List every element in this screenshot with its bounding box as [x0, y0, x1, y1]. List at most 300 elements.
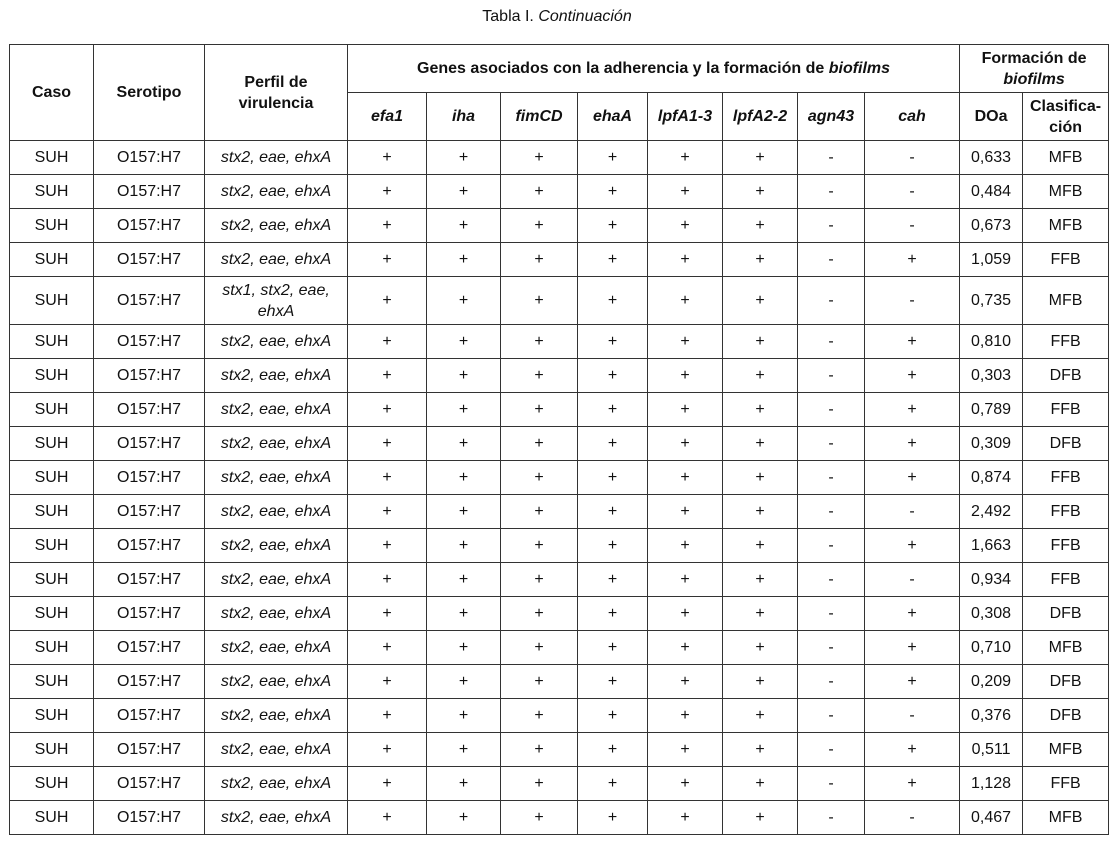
cell-doa: 1,128: [960, 767, 1023, 801]
cell-serotipo: O157:H7: [94, 767, 205, 801]
cell-perfil: stx2, eae, ehxA: [205, 209, 348, 243]
cell-gene-lpfa1-3: +: [648, 699, 723, 733]
cell-gene-efa1: +: [348, 141, 427, 175]
table-row: [10, 563, 1109, 597]
cell-gene-cah: +: [865, 393, 960, 427]
cell-clasificacion: DFB: [1023, 699, 1109, 733]
table-row: [10, 393, 1109, 427]
cell-gene-iha: +: [427, 277, 501, 325]
cell-gene-cah: +: [865, 359, 960, 393]
cell-gene-efa1: +: [348, 563, 427, 597]
cell-gene-efa1: +: [348, 767, 427, 801]
cell-gene-lpfa2-2: +: [723, 631, 798, 665]
cell-gene-cah: -: [865, 141, 960, 175]
cell-gene-agn43: -: [798, 529, 865, 563]
cell-gene-fimcd: +: [501, 563, 578, 597]
table-row: [10, 175, 1109, 209]
cell-gene-efa1: +: [348, 597, 427, 631]
cell-caso: SUH: [10, 393, 94, 427]
cell-gene-lpfa2-2: +: [723, 733, 798, 767]
header-genes-group: [348, 45, 960, 93]
table-row: [10, 277, 1109, 325]
cell-gene-agn43: -: [798, 175, 865, 209]
cell-gene-fimcd: +: [501, 699, 578, 733]
header-perfil: Perfil de virulencia: [205, 45, 348, 141]
cell-clasificacion: MFB: [1023, 141, 1109, 175]
cell-clasificacion: FFB: [1023, 563, 1109, 597]
cell-caso: SUH: [10, 141, 94, 175]
header-gene-fimcd: fimCD: [501, 93, 578, 141]
cell-gene-lpfa2-2: +: [723, 175, 798, 209]
cell-gene-iha: +: [427, 209, 501, 243]
cell-clasificacion: DFB: [1023, 665, 1109, 699]
cell-gene-agn43: -: [798, 243, 865, 277]
cell-gene-ehaa: +: [578, 631, 648, 665]
cell-serotipo: O157:H7: [94, 631, 205, 665]
cell-clasificacion: MFB: [1023, 801, 1109, 835]
cell-gene-ehaa: +: [578, 243, 648, 277]
cell-gene-lpfa2-2: +: [723, 243, 798, 277]
cell-gene-fimcd: +: [501, 767, 578, 801]
cell-gene-lpfa1-3: +: [648, 427, 723, 461]
cell-gene-agn43: -: [798, 209, 865, 243]
cell-gene-efa1: +: [348, 209, 427, 243]
caption-prefix: Tabla I.: [482, 8, 539, 25]
cell-clasificacion: FFB: [1023, 461, 1109, 495]
cell-doa: 1,059: [960, 243, 1023, 277]
cell-gene-cah: -: [865, 563, 960, 597]
cell-gene-cah: +: [865, 733, 960, 767]
cell-gene-lpfa1-3: +: [648, 175, 723, 209]
cell-serotipo: O157:H7: [94, 427, 205, 461]
cell-gene-ehaa: +: [578, 495, 648, 529]
cell-doa: 0,874: [960, 461, 1023, 495]
cell-gene-ehaa: +: [578, 325, 648, 359]
cell-caso: SUH: [10, 461, 94, 495]
cell-gene-cah: -: [865, 699, 960, 733]
cell-clasificacion: FFB: [1023, 393, 1109, 427]
cell-gene-ehaa: +: [578, 665, 648, 699]
cell-gene-efa1: +: [348, 665, 427, 699]
cell-gene-efa1: +: [348, 461, 427, 495]
cell-doa: 0,511: [960, 733, 1023, 767]
header-clasificacion: Clasifica-ción: [1023, 93, 1109, 141]
cell-serotipo: O157:H7: [94, 243, 205, 277]
cell-gene-lpfa2-2: +: [723, 209, 798, 243]
cell-gene-fimcd: +: [501, 175, 578, 209]
cell-gene-lpfa1-3: +: [648, 243, 723, 277]
cell-serotipo: O157:H7: [94, 563, 205, 597]
table-row: [10, 767, 1109, 801]
cell-gene-ehaa: +: [578, 141, 648, 175]
cell-gene-agn43: -: [798, 767, 865, 801]
cell-gene-efa1: +: [348, 495, 427, 529]
cell-gene-iha: +: [427, 325, 501, 359]
cell-gene-iha: +: [427, 597, 501, 631]
cell-gene-cah: -: [865, 175, 960, 209]
cell-gene-efa1: +: [348, 427, 427, 461]
cell-gene-lpfa1-3: +: [648, 733, 723, 767]
cell-clasificacion: FFB: [1023, 767, 1109, 801]
cell-serotipo: O157:H7: [94, 597, 205, 631]
cell-gene-efa1: +: [348, 325, 427, 359]
cell-gene-fimcd: +: [501, 141, 578, 175]
cell-gene-agn43: -: [798, 563, 865, 597]
cell-gene-lpfa1-3: +: [648, 393, 723, 427]
cell-gene-lpfa2-2: +: [723, 393, 798, 427]
cell-serotipo: O157:H7: [94, 393, 205, 427]
cell-gene-agn43: -: [798, 141, 865, 175]
cell-gene-iha: +: [427, 359, 501, 393]
cell-gene-cah: +: [865, 461, 960, 495]
cell-caso: SUH: [10, 733, 94, 767]
cell-serotipo: O157:H7: [94, 699, 205, 733]
cell-serotipo: O157:H7: [94, 141, 205, 175]
cell-perfil: stx2, eae, ehxA: [205, 325, 348, 359]
cell-clasificacion: DFB: [1023, 359, 1109, 393]
header-gene-agn43: agn43: [798, 93, 865, 141]
cell-gene-lpfa1-3: +: [648, 141, 723, 175]
cell-gene-iha: +: [427, 733, 501, 767]
cell-gene-lpfa2-2: +: [723, 529, 798, 563]
cell-caso: SUH: [10, 529, 94, 563]
cell-perfil: stx2, eae, ehxA: [205, 699, 348, 733]
cell-gene-ehaa: +: [578, 563, 648, 597]
table-row: [10, 461, 1109, 495]
cell-gene-fimcd: +: [501, 427, 578, 461]
cell-clasificacion: DFB: [1023, 427, 1109, 461]
cell-perfil: stx2, eae, ehxA: [205, 529, 348, 563]
table-row: [10, 141, 1109, 175]
cell-doa: 0,710: [960, 631, 1023, 665]
cell-gene-lpfa1-3: +: [648, 495, 723, 529]
cell-doa: 0,303: [960, 359, 1023, 393]
cell-doa: 0,735: [960, 277, 1023, 325]
cell-gene-lpfa1-3: +: [648, 665, 723, 699]
cell-gene-ehaa: +: [578, 393, 648, 427]
table-row: [10, 209, 1109, 243]
cell-gene-lpfa2-2: +: [723, 495, 798, 529]
cell-clasificacion: MFB: [1023, 209, 1109, 243]
cell-perfil: stx2, eae, ehxA: [205, 767, 348, 801]
cell-clasificacion: MFB: [1023, 733, 1109, 767]
cell-gene-efa1: +: [348, 801, 427, 835]
cell-gene-iha: +: [427, 529, 501, 563]
cell-caso: SUH: [10, 801, 94, 835]
cell-gene-ehaa: +: [578, 175, 648, 209]
table-row: [10, 325, 1109, 359]
cell-gene-lpfa2-2: +: [723, 427, 798, 461]
cell-gene-lpfa1-3: +: [648, 801, 723, 835]
cell-gene-iha: +: [427, 801, 501, 835]
cell-gene-lpfa2-2: +: [723, 699, 798, 733]
cell-gene-iha: +: [427, 631, 501, 665]
cell-perfil: stx2, eae, ehxA: [205, 175, 348, 209]
genes-group-italic: biofilms: [828, 60, 891, 77]
cell-gene-efa1: +: [348, 243, 427, 277]
cell-perfil: stx2, eae, ehxA: [205, 801, 348, 835]
cell-gene-cah: -: [865, 209, 960, 243]
table-row: [10, 495, 1109, 529]
cell-gene-lpfa1-3: +: [648, 359, 723, 393]
data-table: [9, 44, 1109, 835]
cell-gene-iha: +: [427, 141, 501, 175]
table-row: [10, 665, 1109, 699]
cell-perfil: stx2, eae, ehxA: [205, 393, 348, 427]
cell-gene-ehaa: +: [578, 529, 648, 563]
cell-gene-agn43: -: [798, 699, 865, 733]
header-gene-iha: iha: [427, 93, 501, 141]
cell-caso: SUH: [10, 699, 94, 733]
cell-gene-ehaa: +: [578, 733, 648, 767]
cell-gene-iha: +: [427, 495, 501, 529]
cell-serotipo: O157:H7: [94, 461, 205, 495]
cell-gene-ehaa: +: [578, 597, 648, 631]
cell-perfil: stx2, eae, ehxA: [205, 461, 348, 495]
cell-gene-lpfa2-2: +: [723, 277, 798, 325]
cell-perfil: stx2, eae, ehxA: [205, 563, 348, 597]
cell-gene-lpfa1-3: +: [648, 631, 723, 665]
formacion-italic: biofilms: [1003, 70, 1065, 88]
cell-gene-efa1: +: [348, 631, 427, 665]
cell-caso: SUH: [10, 665, 94, 699]
cell-gene-agn43: -: [798, 359, 865, 393]
cell-perfil: stx2, eae, ehxA: [205, 733, 348, 767]
cell-gene-lpfa1-3: +: [648, 277, 723, 325]
cell-gene-cah: +: [865, 767, 960, 801]
cell-caso: SUH: [10, 427, 94, 461]
cell-gene-agn43: -: [798, 733, 865, 767]
cell-gene-cah: +: [865, 631, 960, 665]
cell-gene-fimcd: +: [501, 529, 578, 563]
cell-clasificacion: FFB: [1023, 325, 1109, 359]
cell-doa: 2,492: [960, 495, 1023, 529]
cell-gene-fimcd: +: [501, 801, 578, 835]
cell-gene-cah: -: [865, 495, 960, 529]
cell-gene-ehaa: +: [578, 209, 648, 243]
formacion-prefix: Formación de: [981, 49, 1087, 67]
cell-gene-fimcd: +: [501, 597, 578, 631]
cell-clasificacion: MFB: [1023, 631, 1109, 665]
cell-caso: SUH: [10, 767, 94, 801]
cell-serotipo: O157:H7: [94, 325, 205, 359]
cell-gene-lpfa2-2: +: [723, 325, 798, 359]
cell-perfil: stx2, eae, ehxA: [205, 597, 348, 631]
cell-doa: 0,633: [960, 141, 1023, 175]
header-gene-cah: cah: [865, 93, 960, 141]
cell-doa: 0,789: [960, 393, 1023, 427]
cell-doa: 0,308: [960, 597, 1023, 631]
cell-doa: 0,673: [960, 209, 1023, 243]
cell-gene-agn43: -: [798, 427, 865, 461]
cell-gene-lpfa2-2: +: [723, 597, 798, 631]
cell-caso: SUH: [10, 243, 94, 277]
cell-perfil: stx1, stx2, eae, ehxA: [205, 277, 348, 325]
cell-gene-agn43: -: [798, 325, 865, 359]
cell-perfil: stx2, eae, ehxA: [205, 141, 348, 175]
cell-doa: 1,663: [960, 529, 1023, 563]
cell-gene-fimcd: +: [501, 325, 578, 359]
cell-gene-lpfa2-2: +: [723, 665, 798, 699]
genes-group-prefix: Genes asociados con la adherencia y la formación de: [417, 60, 829, 77]
cell-gene-lpfa2-2: +: [723, 359, 798, 393]
header-gene-lpfa2-2: lpfA2-2: [723, 93, 798, 141]
cell-serotipo: O157:H7: [94, 209, 205, 243]
cell-gene-iha: +: [427, 767, 501, 801]
cell-doa: 0,810: [960, 325, 1023, 359]
cell-gene-iha: +: [427, 393, 501, 427]
cell-caso: SUH: [10, 325, 94, 359]
table-row: [10, 529, 1109, 563]
header-gene-efa1: efa1: [348, 93, 427, 141]
cell-serotipo: O157:H7: [94, 801, 205, 835]
cell-gene-iha: +: [427, 665, 501, 699]
cell-gene-iha: +: [427, 427, 501, 461]
cell-clasificacion: MFB: [1023, 175, 1109, 209]
cell-clasificacion: FFB: [1023, 243, 1109, 277]
cell-gene-cah: -: [865, 801, 960, 835]
header-gene-lpfa1-3: lpfA1-3: [648, 93, 723, 141]
cell-gene-lpfa2-2: +: [723, 461, 798, 495]
cell-gene-efa1: +: [348, 175, 427, 209]
cell-gene-cah: +: [865, 665, 960, 699]
cell-gene-agn43: -: [798, 277, 865, 325]
cell-gene-lpfa1-3: +: [648, 767, 723, 801]
cell-perfil: stx2, eae, ehxA: [205, 665, 348, 699]
table-row: [10, 699, 1109, 733]
cell-gene-iha: +: [427, 243, 501, 277]
cell-serotipo: O157:H7: [94, 495, 205, 529]
cell-gene-ehaa: +: [578, 427, 648, 461]
table-row: [10, 801, 1109, 835]
cell-serotipo: O157:H7: [94, 277, 205, 325]
cell-gene-agn43: -: [798, 801, 865, 835]
cell-perfil: stx2, eae, ehxA: [205, 495, 348, 529]
cell-caso: SUH: [10, 209, 94, 243]
cell-gene-efa1: +: [348, 359, 427, 393]
cell-gene-agn43: -: [798, 393, 865, 427]
cell-gene-ehaa: +: [578, 699, 648, 733]
cell-perfil: stx2, eae, ehxA: [205, 427, 348, 461]
cell-gene-ehaa: +: [578, 767, 648, 801]
cell-gene-cah: +: [865, 427, 960, 461]
cell-gene-cah: +: [865, 597, 960, 631]
cell-perfil: stx2, eae, ehxA: [205, 243, 348, 277]
cell-doa: 0,376: [960, 699, 1023, 733]
cell-serotipo: O157:H7: [94, 359, 205, 393]
header-doa: DOa: [960, 93, 1023, 141]
cell-gene-ehaa: +: [578, 801, 648, 835]
table-row: [10, 733, 1109, 767]
cell-gene-lpfa1-3: +: [648, 563, 723, 597]
cell-gene-fimcd: +: [501, 631, 578, 665]
cell-gene-fimcd: +: [501, 209, 578, 243]
cell-caso: SUH: [10, 597, 94, 631]
cell-gene-fimcd: +: [501, 359, 578, 393]
cell-gene-agn43: -: [798, 495, 865, 529]
cell-perfil: stx2, eae, ehxA: [205, 631, 348, 665]
cell-gene-agn43: -: [798, 461, 865, 495]
table-row: [10, 597, 1109, 631]
header-gene-ehaa: ehaA: [578, 93, 648, 141]
cell-gene-iha: +: [427, 563, 501, 597]
cell-doa: 0,484: [960, 175, 1023, 209]
table-row: [10, 359, 1109, 393]
cell-gene-iha: +: [427, 461, 501, 495]
cell-caso: SUH: [10, 495, 94, 529]
table-row: [10, 427, 1109, 461]
cell-gene-agn43: -: [798, 665, 865, 699]
cell-gene-efa1: +: [348, 699, 427, 733]
cell-caso: SUH: [10, 631, 94, 665]
cell-gene-fimcd: +: [501, 243, 578, 277]
cell-gene-efa1: +: [348, 529, 427, 563]
cell-gene-lpfa1-3: +: [648, 461, 723, 495]
cell-gene-fimcd: +: [501, 733, 578, 767]
cell-gene-efa1: +: [348, 277, 427, 325]
table-row: [10, 243, 1109, 277]
cell-gene-cah: +: [865, 243, 960, 277]
cell-gene-iha: +: [427, 699, 501, 733]
cell-gene-lpfa2-2: +: [723, 141, 798, 175]
caption-italic: Continuación: [538, 8, 632, 25]
cell-gene-lpfa1-3: +: [648, 597, 723, 631]
cell-doa: 0,309: [960, 427, 1023, 461]
table-row: [10, 631, 1109, 665]
cell-doa: 0,934: [960, 563, 1023, 597]
header-serotipo: Serotipo: [94, 45, 205, 141]
cell-serotipo: O157:H7: [94, 529, 205, 563]
cell-gene-cah: +: [865, 325, 960, 359]
cell-gene-cah: -: [865, 277, 960, 325]
cell-gene-lpfa2-2: +: [723, 767, 798, 801]
cell-caso: SUH: [10, 277, 94, 325]
cell-gene-ehaa: +: [578, 277, 648, 325]
cell-caso: SUH: [10, 563, 94, 597]
cell-doa: 0,467: [960, 801, 1023, 835]
cell-serotipo: O157:H7: [94, 175, 205, 209]
cell-caso: SUH: [10, 175, 94, 209]
cell-clasificacion: MFB: [1023, 277, 1109, 325]
cell-gene-ehaa: +: [578, 359, 648, 393]
cell-gene-iha: +: [427, 175, 501, 209]
cell-clasificacion: DFB: [1023, 597, 1109, 631]
cell-perfil: stx2, eae, ehxA: [205, 359, 348, 393]
cell-gene-fimcd: +: [501, 495, 578, 529]
cell-gene-fimcd: +: [501, 277, 578, 325]
cell-gene-fimcd: +: [501, 665, 578, 699]
cell-gene-lpfa1-3: +: [648, 209, 723, 243]
cell-caso: SUH: [10, 359, 94, 393]
cell-gene-agn43: -: [798, 597, 865, 631]
cell-gene-cah: +: [865, 529, 960, 563]
cell-doa: 0,209: [960, 665, 1023, 699]
cell-gene-fimcd: +: [501, 461, 578, 495]
cell-gene-lpfa2-2: +: [723, 563, 798, 597]
cell-gene-lpfa1-3: +: [648, 529, 723, 563]
cell-gene-efa1: +: [348, 733, 427, 767]
cell-gene-efa1: +: [348, 393, 427, 427]
cell-gene-lpfa2-2: +: [723, 801, 798, 835]
cell-clasificacion: FFB: [1023, 495, 1109, 529]
header-caso: Caso: [10, 45, 94, 141]
header-formacion: [960, 45, 1109, 93]
cell-gene-ehaa: +: [578, 461, 648, 495]
cell-gene-agn43: -: [798, 631, 865, 665]
cell-gene-fimcd: +: [501, 393, 578, 427]
cell-serotipo: O157:H7: [94, 665, 205, 699]
cell-serotipo: O157:H7: [94, 733, 205, 767]
